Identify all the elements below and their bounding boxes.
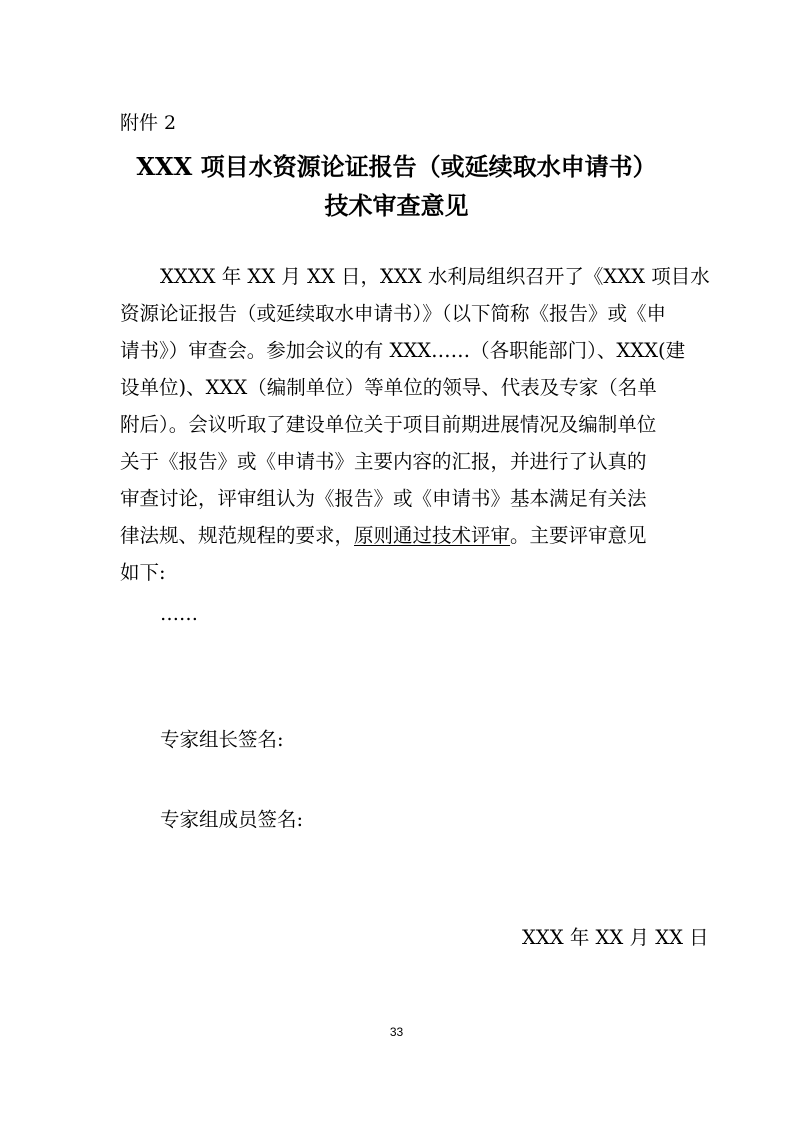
opinion-ellipsis: …… xyxy=(160,603,198,625)
paragraph-line-1: XXXX 年 XX 月 XX 日，XXX 水利局组织召开了《XXX 项目水 xyxy=(160,265,710,288)
leader-signature-label: 专家组长签名: xyxy=(160,728,284,751)
approval-phrase: 原则通过技术评审 xyxy=(354,524,511,547)
page-number: 33 xyxy=(389,1025,404,1039)
paragraph-line-5: 附后）。会议听取了建设单位关于项目前期进展情况及编制单位 xyxy=(120,413,657,436)
paragraph-line-7: 审查讨论，评审组认为《报告》或《申请书》基本满足有关法 xyxy=(120,487,647,510)
line8-text-before: 律法规、规范规程的要求， xyxy=(120,524,355,547)
attachment-label: 附件 2 xyxy=(120,112,177,134)
document-title: XXX 项目水资源论证报告（或延续取水申请书） xyxy=(136,152,657,181)
paragraph-line-2: 资源论证报告（或延续取水申请书）》（以下简称《报告》或《申 xyxy=(120,302,667,325)
paragraph-line-4: 设单位)、XXX（编制单位）等单位的领导、代表及专家（名单 xyxy=(120,376,657,399)
paragraph-line-9: 如下: xyxy=(120,561,166,584)
document-subtitle: 技术审查意见 xyxy=(324,191,469,220)
document-date: XXX 年 XX 月 XX 日 xyxy=(522,926,709,949)
paragraph-line-6: 关于《报告》或《申请书》主要内容的汇报，并进行了认真的 xyxy=(120,450,647,473)
line8-text-after: 。主要评审意见 xyxy=(510,524,647,547)
paragraph-line-3: 请书》）审查会。参加会议的有 XXX……（各职能部门）、XXX(建 xyxy=(120,339,686,362)
paragraph-line-8 xyxy=(120,520,700,548)
members-signature-label: 专家组成员签名: xyxy=(160,808,304,831)
